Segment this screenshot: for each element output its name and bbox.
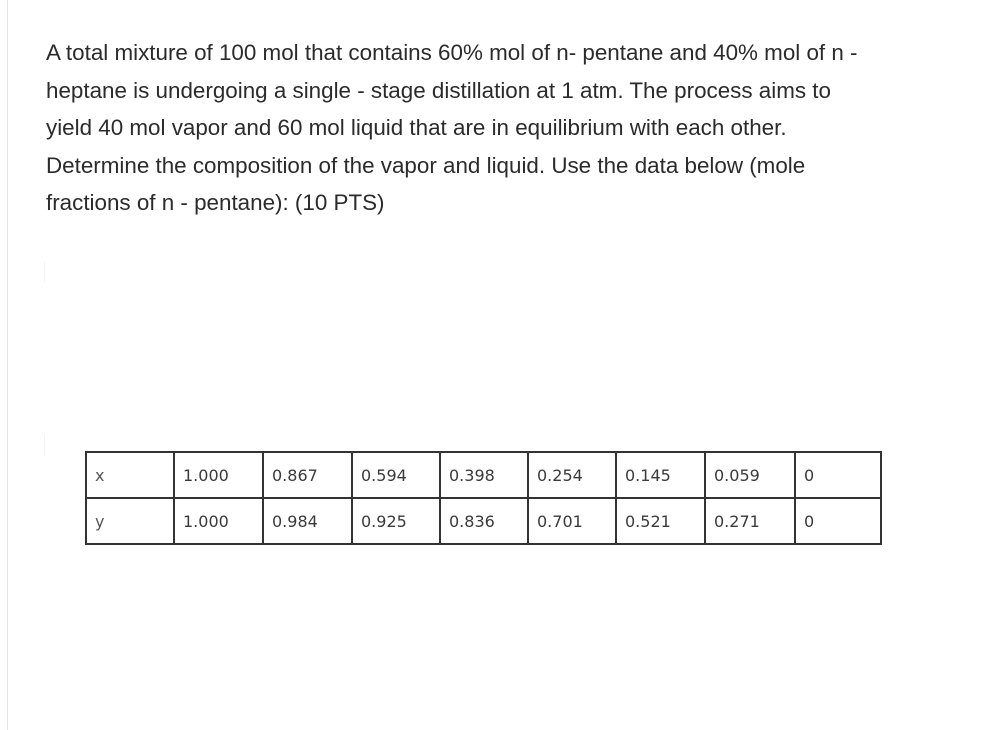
faint-divider-mark [44,436,45,456]
table-cell: 0.594 [352,452,440,498]
table-cell: 0.398 [440,452,528,498]
row-label-x: x [86,452,174,498]
table-cell: 0.271 [705,498,795,544]
left-border-line [7,0,8,730]
equilibrium-data-table [85,451,882,545]
table-cell: 0.521 [616,498,705,544]
table-row-y [86,498,881,544]
table-cell: 0.836 [440,498,528,544]
table-cell: 0.701 [528,498,616,544]
table-cell: 0 [795,452,881,498]
table-cell: 0.254 [528,452,616,498]
table-cell: 1.000 [174,452,263,498]
table-cell: 0.867 [263,452,352,498]
table-cell: 1.000 [174,498,263,544]
faint-divider-mark [44,262,45,282]
row-label-y: y [86,498,174,544]
table-cell: 0.145 [616,452,705,498]
table-cell: 0.059 [705,452,795,498]
problem-statement: A total mixture of 100 mol that contains 60% mol of n- pentane and 40% mol of n - heptane is undergoing a single - stage distillation at 1 atm. The process aims to yield 40 mol vapor and 60 mol liquid that are in equilibrium with each other. Determine the composition of the vapor and liquid. Use the data below (mole fractions of n - pentane): (10 PTS) [46,40,858,216]
table-cell: 0.925 [352,498,440,544]
table-row-x [86,452,881,498]
table-cell: 0.984 [263,498,352,544]
table-cell: 0 [795,498,881,544]
